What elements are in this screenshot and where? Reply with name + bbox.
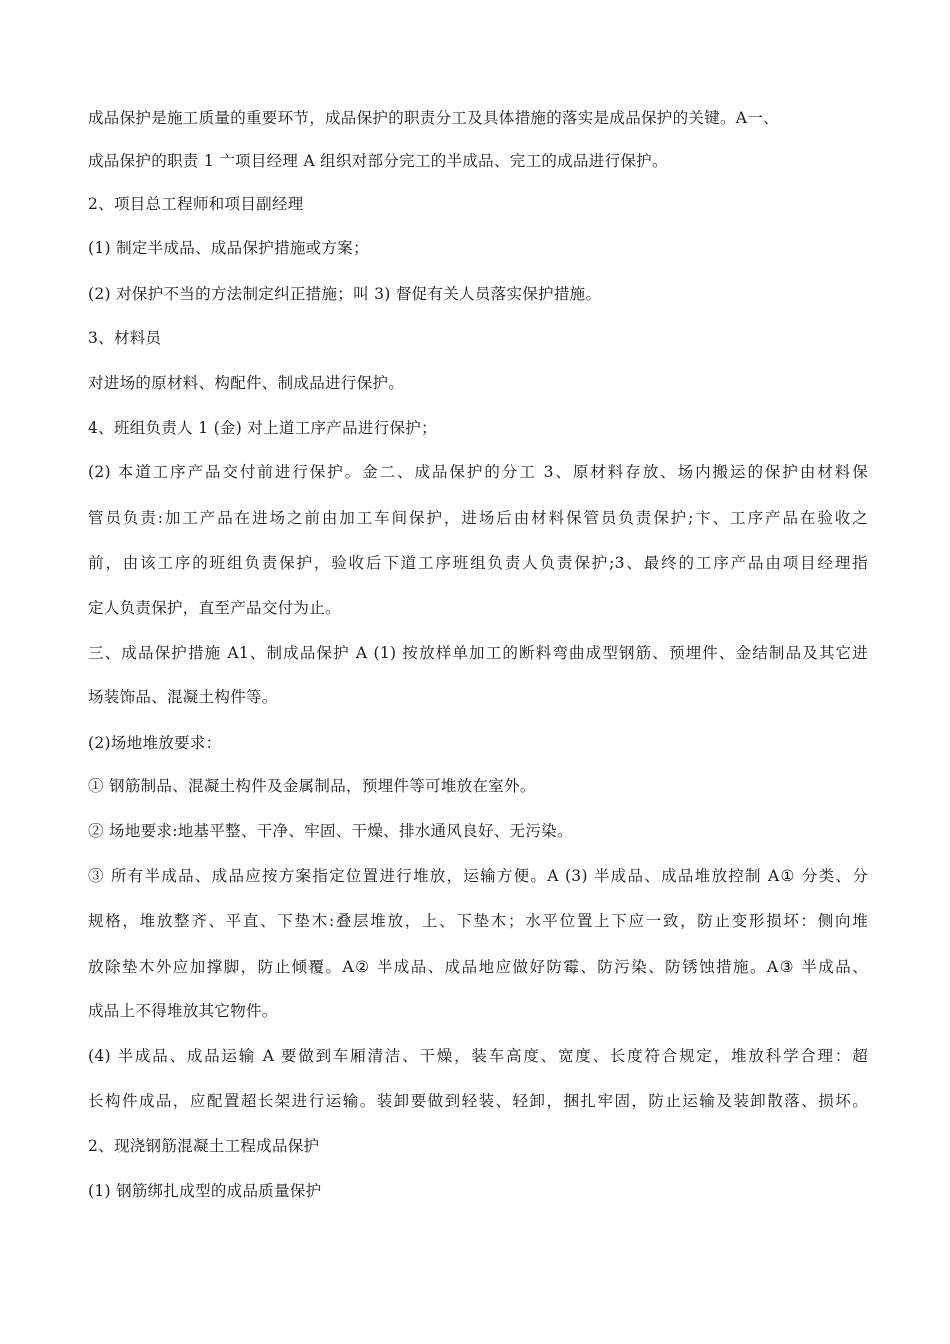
paragraph-line: 3、材料员 — [88, 329, 162, 347]
paragraph-line: 成品保护的职责 1 亠项目经理 A 组织对部分完工的半成品、完工的成品进行保护。 — [88, 152, 668, 170]
paragraph-line: 长构件成品，应配置超长架进行运输。装卸要做到轻装、轻卸，捆扎牢固，防止运输及装卸散落、损坏。 — [88, 1092, 868, 1110]
paragraph-line: 规格，堆放整齐、平直、下垫木:叠层堆放，上、下垫木；水平位置上下应一致，防止变形损坏：侧向堆 — [88, 912, 868, 930]
paragraph-line: (1) 制定半成品、成品保护措施或方案； — [88, 239, 369, 257]
paragraph-line: 场装饰品、混凝土构件等。 — [88, 688, 278, 706]
paragraph-line: 前，由该工序的班组负责保护，验收后下道工序班组负责人负责保护;3、最终的工序产品由项目经理指 — [88, 554, 868, 572]
paragraph-line: (2) 本道工序产品交付前进行保护。金二、成品保护的分工 3、原材料存放、场内搬运的保护由材料保 — [88, 463, 868, 481]
paragraph-line: 成品上不得堆放其它物件。 — [88, 1002, 278, 1020]
paragraph-line: 放除垫木外应加撑脚，防止倾覆。A② 半成品、成品地应做好防霉、防污染、防锈蚀措施。A③ 半成品、 — [88, 958, 868, 976]
paragraph-line: ② 场地要求:地基平整、干净、牢固、干燥、排水通风良好、无污染。 — [88, 822, 573, 840]
paragraph-line: 4、班组负责人 1 (金) 对上道工序产品进行保护； — [88, 419, 437, 437]
paragraph-line: ③ 所有半成品、成品应按方案指定位置进行堆放，运输方便。A (3) 半成品、成品堆放控制 A① 分类、分 — [88, 867, 868, 885]
paragraph-line: (4) 半成品、成品运输 A 要做到车厢清洁、干燥，装车高度、宽度、长度符合规定，堆放科学合理：超 — [88, 1047, 868, 1065]
paragraph-line: (1) 钢筋绑扎成型的成品质量保护 — [88, 1182, 322, 1200]
paragraph-line: 成品保护是施工质量的重要环节，成品保护的职责分工及具体措施的落实是成品保护的关键。A一、 — [88, 109, 779, 127]
paragraph-line: 三、成品保护措施 A1、制成品保护 A (1) 按放样单加工的断料弯曲成型钢筋、预埋件、金结制品及其它进 — [88, 644, 868, 662]
paragraph-line: 2、现浇钢筋混凝土工程成品保护 — [88, 1137, 320, 1155]
paragraph-line: 管员负责:加工产品在进场之前由加工车间保护，进场后由材料保管员负责保护;卞、工序产品在验收之 — [88, 509, 868, 527]
paragraph-line: ① 钢筋制品、混凝土构件及金属制品，预埋件等可堆放在室外。 — [88, 777, 536, 795]
paragraph-line: 定人负责保护，直至产品交付为止。 — [88, 599, 341, 617]
paragraph-line: 2、项目总工程师和项目副经理 — [88, 195, 304, 213]
paragraph-line: (2) 对保护不当的方法制定纠正措施；叫 3) 督促有关人员落实保护措施。 — [88, 285, 602, 303]
paragraph-line: (2)场地堆放要求： — [88, 734, 222, 752]
paragraph-line: 对进场的原材料、构配件、制成品进行保护。 — [88, 374, 405, 392]
